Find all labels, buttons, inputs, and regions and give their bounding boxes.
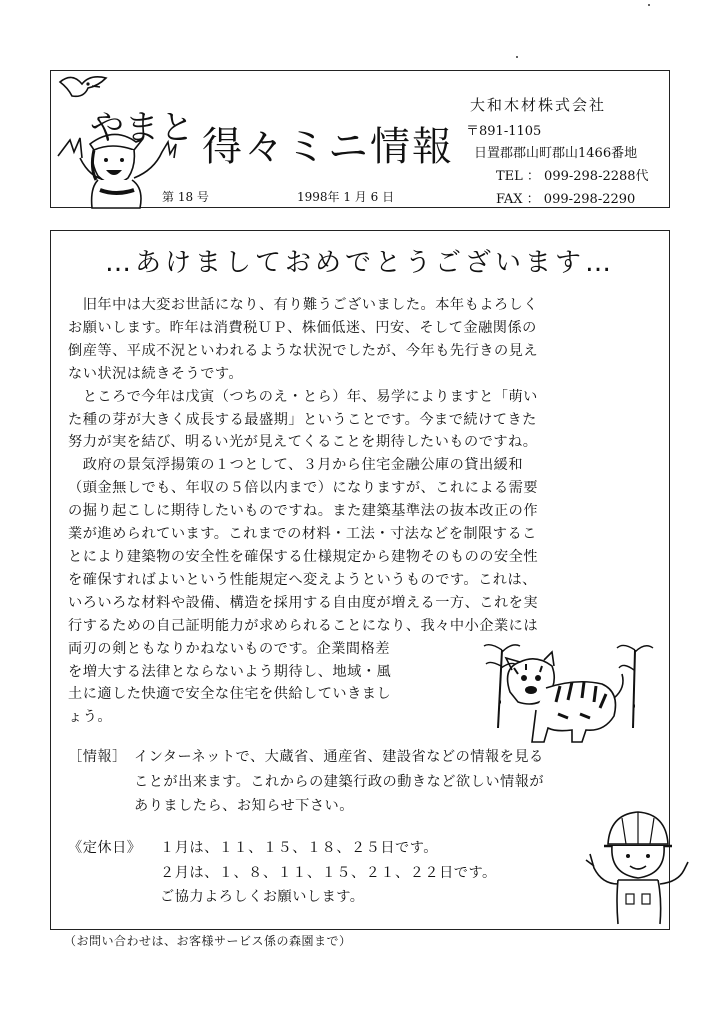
info-label: ［情報］ [68, 749, 127, 765]
worker-mascot-icon [582, 800, 694, 928]
scan-speck [648, 4, 650, 6]
new-year-greeting: …あけましておめでとうございます… [104, 248, 615, 278]
company-address: 日置郡郡山町郡山1466番地 [474, 146, 638, 161]
company-name: 大和木材株式会社 [470, 96, 607, 114]
body-line: いろいろな材料や設備、構造を採用する自由度が増える一方、これを実 [68, 594, 539, 611]
info-body [134, 745, 544, 819]
body-line: ところで今年は戊寅（つちのえ・とら）年、易学によりますと「萌い [68, 388, 538, 405]
body-line: ない状況は続きそうです。 [68, 365, 244, 382]
body-line: を確保すればよいという性能規定へ変えようというものです。これは、 [68, 571, 537, 588]
holiday-body [160, 836, 497, 910]
body-line: 旧年中は大変お世話になり、有り難うございました。本年もよろしく [68, 297, 539, 313]
tiger-icon [496, 648, 628, 744]
body-line: を増大する法律とならないよう期待し、地域・風 [68, 663, 392, 680]
body-line: た種の芽が大きく成長する最盛期」ということです。今まで続けてきた [68, 411, 537, 428]
issue-date: 1998年 1 月 6 日 [297, 190, 395, 204]
tel-number: TEL ： 099-298-2288代 [496, 169, 649, 184]
body-line: の掘り起こしに期待したいものですね。また建築基準法の抜本改正の作 [68, 503, 539, 520]
body-line: ょう。 [68, 709, 113, 726]
postal-code: 〒891-1105 [466, 124, 542, 139]
holiday-label: 《定休日》 [68, 840, 142, 856]
body-line: 土に適した快適で安全な住宅を供給していきまし [68, 686, 392, 703]
masthead-title: 得々ミニ情報 [202, 124, 454, 170]
body-line: 努力が実を結び、明るい光が見えてくることを期待したいものですね。 [68, 434, 538, 451]
body-line: お願いします。昨年は消費税ＵＰ、株価低迷、円安、そして金融関係の [68, 319, 537, 336]
body-line: とにより建築物の安全性を確保する仕様規定から建物そのものの安全性 [68, 548, 539, 565]
body-line: （頭金無しでも、年収の５倍以内まで）になりますが、これによる需要 [68, 480, 539, 497]
body-text [68, 294, 538, 729]
holiday-line: ご協力よろしくお願いします。 [160, 889, 365, 905]
info-line: ことが出来ます。これからの建築行政の動きなど欲しい情報が [134, 773, 545, 790]
body-line: 政府の景気浮揚策の１つとして、３月から住宅金融公庫の貸出緩和 [68, 457, 524, 474]
body-line: 両刃の剣ともなりかねないものです。企業間格差 [68, 640, 390, 657]
scan-speck [516, 56, 518, 58]
holiday-line: ２月は、１、８、１１、１５、２１、２２日です。 [160, 864, 497, 881]
holiday-line: １月は、１１、１５、１８、２５日です。 [160, 840, 438, 856]
fax-number: FAX ： 099-298-2290 [496, 192, 636, 207]
contact-footnote: （お問い合わせは、お客様サービス係の森園まで） [64, 934, 352, 948]
info-line: ありましたら、お知らせ下さい。 [134, 798, 354, 814]
masthead-yamato: やまと [90, 108, 195, 148]
body-line: 行するための自己証明能力が求められることになり、我々中小企業には [68, 617, 539, 634]
info-line: インターネットで、大蔵省、通産省、建設省などの情報を見る [134, 749, 544, 765]
body-line: 倒産等、平成不況といわれるような状況でしたが、今年も先行きの見え [68, 342, 539, 359]
body-line: 業が進められています。これまでの材料・工法・寸法などを制限するこ [68, 526, 537, 543]
issue-number: 第 18 号 [162, 190, 209, 204]
